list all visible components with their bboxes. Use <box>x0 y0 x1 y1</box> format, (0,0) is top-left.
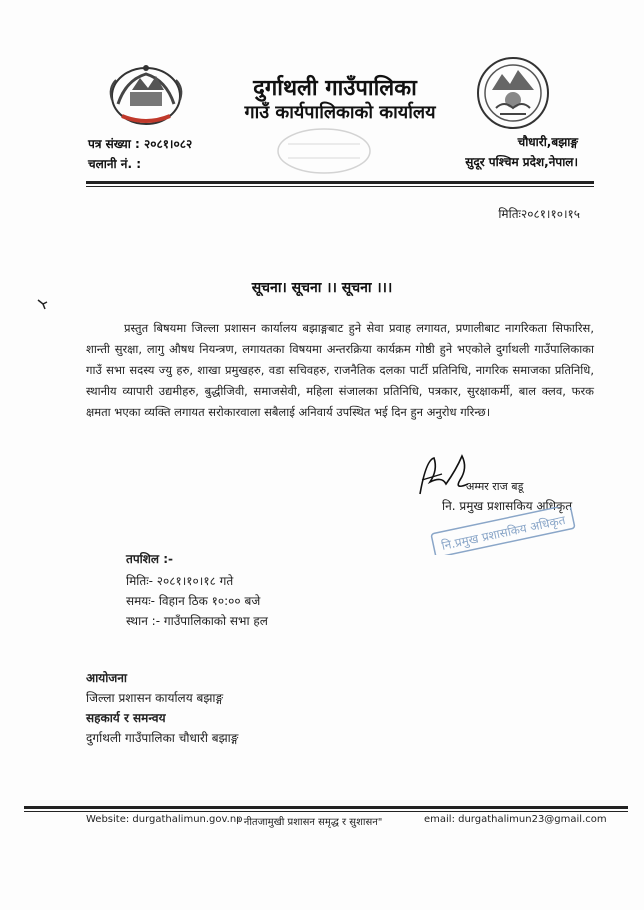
official-stamp-icon <box>428 507 578 555</box>
notice-heading: सूचना। सूचना ।। सूचना ।।। <box>251 280 393 296</box>
footer-rule-thin <box>24 811 628 812</box>
details-place: स्थान :- गाउँपालिकाको सभा हल <box>126 614 268 628</box>
margin-mark-icon <box>37 298 49 310</box>
footer-email: email: durgathalimun23@gmail.com <box>424 814 607 825</box>
signer-title: नि. प्रमुख प्रशासकिय अधिकृत <box>442 499 573 513</box>
coorganizer-name: दुर्गाथली गाउँपालिका चौधारी बझाङ्ग <box>86 731 239 745</box>
event-details <box>126 550 268 631</box>
stamp-text: नि.प्रमुख प्रशासकिय अधिकृत <box>440 512 567 553</box>
office-title: दुर्गाथली गाउँपालिका <box>253 76 417 101</box>
notice-body: प्रस्तुत बिषयमा जिल्ला प्रशासन कार्यालय बझाङ्गबाट हुने सेवा प्रवाह लगायत, प्रणालीबाट नागरिकता सिफारिस, शान्ती सुरक्षा, लागु औषध नियन्त्रण, लगायतका विषयमा अन्तरक्रिया कार्यक्रम गोष्ठी हुने भएकोले दुर्गाथली गाउँपालिकाका गाउँ सभा सदस्य ज्यु हरु, शाखा प्रमुखहरु, वडा सचिवहरु, राजनैतिक दलका पार्टी प्रतिनिधि, नागरिक समाजका प्रतिनिधि, स्थानीय व्यापारी उद्यमीहरु, बुद्धीजिवी, समाजसेवी, महिला संजालका प्रतिनिधि, पत्रकार, सुरक्षाकर्मी, बाल क्लव, फरक क्षमता भएका व्यक्ति लगायत सरोकारवाला सबैलाई अनिवार्य उपस्थित भई दिन हुन अनुरोध गरिन्छ। <box>86 321 594 419</box>
address-line-1: चौधारी,बझाङ्ग <box>517 135 578 149</box>
footer-rule-thick <box>24 806 628 809</box>
details-heading: तपशिल :- <box>126 552 174 566</box>
header-rule-thick <box>86 181 594 184</box>
office-subtitle: गाउँ कार्यपालिकाको कार्यालय <box>244 102 436 123</box>
organizer-block <box>86 668 238 748</box>
dispatch-number: चलानी नं. : <box>88 157 142 171</box>
header-rule-thin <box>86 186 594 187</box>
footer-website: Website: durgathalimun.gov.np <box>86 814 243 825</box>
address-line-2: सुदूर पश्चिम प्रदेश,नेपाल। <box>465 155 578 169</box>
municipality-logo-icon <box>476 56 550 130</box>
handwritten-signature-icon <box>412 450 472 498</box>
footer-slogan: " नीतजामुखी प्रशासन समृद्ध र सुशासन" <box>236 817 383 828</box>
details-date: मितिः- २०८१।१०।१८ गते <box>126 574 234 588</box>
organizer-heading: आयोजना <box>86 671 128 685</box>
reference-number: पत्र संख्या : २०८१।०८२ <box>88 137 193 151</box>
letter-date: मितिः२०८१।१०।१५ <box>498 207 580 221</box>
organizer-name: जिल्ला प्रशासन कार्यालय बझाङ्ग <box>86 691 224 705</box>
faint-stamp-icon <box>274 126 374 176</box>
coorganizer-heading: सहकार्य र समन्वय <box>86 711 166 725</box>
details-time: समयः- विहान ठिक १०:०० बजे <box>126 594 261 608</box>
signer-name: अम्मर राज बडू <box>466 480 524 493</box>
nepal-emblem-icon <box>104 60 188 130</box>
